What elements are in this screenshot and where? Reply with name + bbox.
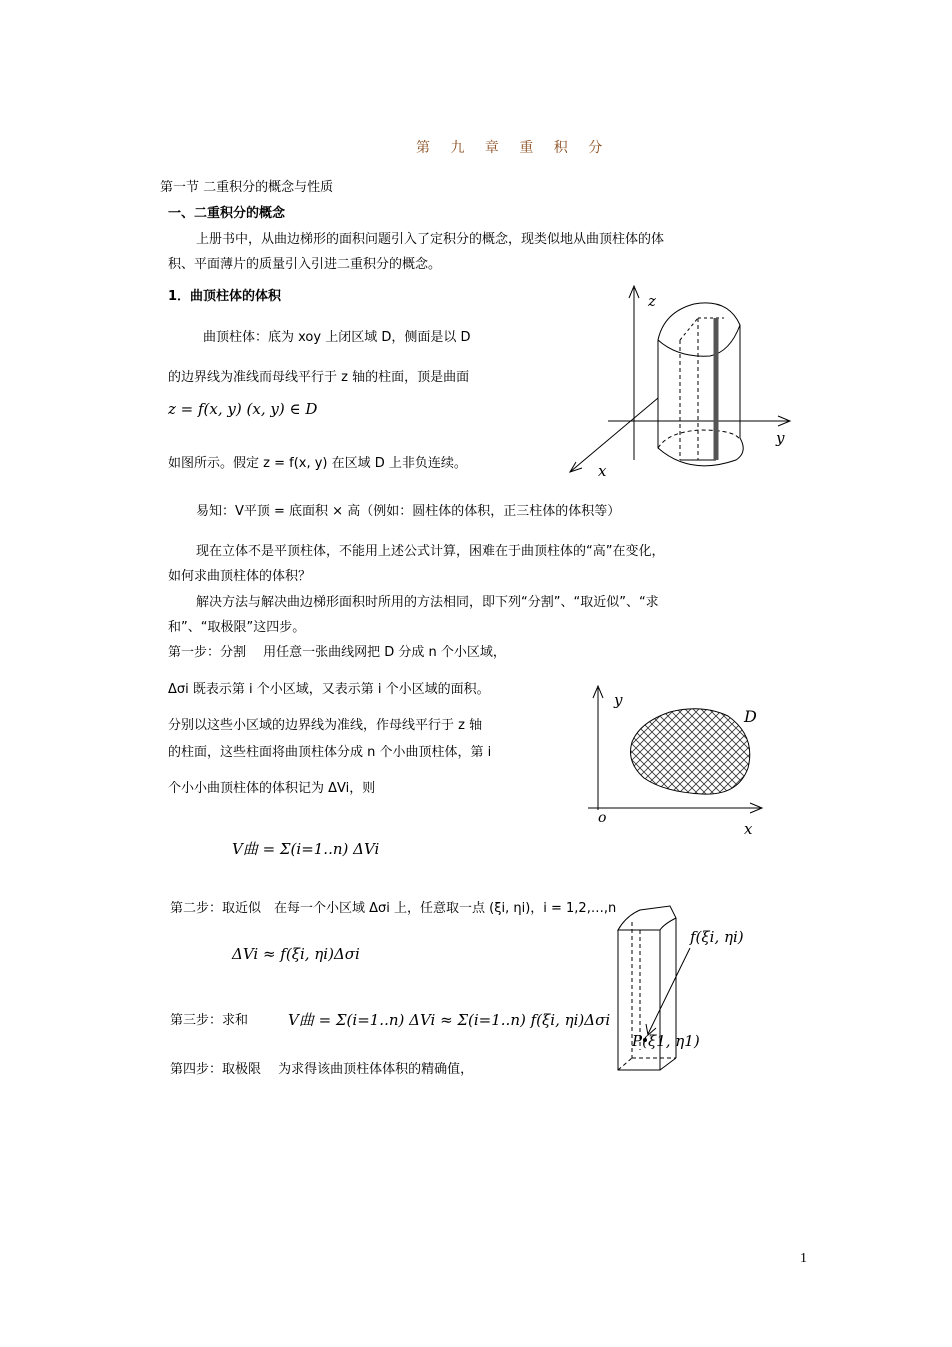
region-d-label: D — [744, 707, 757, 726]
method-line-1: 解决方法与解决曲边梯形面积时所用的方法相同，即下列“分割”、“取近似”、“求 — [196, 595, 659, 610]
page-number: 1 — [800, 1251, 807, 1266]
definition-line-1: 曲顶柱体：底为 xoy 上闭区域 D，侧面是以 D — [203, 330, 471, 345]
heading-concept: 一、二重积分的概念 — [168, 206, 286, 221]
step1-line-4: 的柱面，这些柱面将曲顶柱体分成 n 个小曲顶柱体，第 i — [168, 745, 492, 760]
f-label: f(ξi, ηi) — [690, 928, 744, 946]
step3-formula: V曲 = Σ(i=1..n) ΔVi ≈ Σ(i=1..n) f(ξi, ηi)Δσi — [288, 1011, 611, 1029]
method-line-2: 和”、“取极限”这四步。 — [168, 620, 306, 635]
step4-line: 第四步：取极限 为求得该曲顶柱体体积的精确值， — [170, 1062, 474, 1077]
region-y-label: y — [614, 691, 623, 709]
step1-line-1: 第一步：分割 用任意一张曲线网把 D 分成 n 个小区域， — [168, 645, 506, 660]
x-label: x — [598, 462, 607, 480]
step1-line-5: 个小小曲顶柱体的体积记为 ΔVi，则 — [168, 781, 376, 796]
step1-line-2: Δσi 既表示第 i 个小区域，又表示第 i 个小区域的面积。 — [168, 682, 490, 697]
problem-line-1: 现在立体不是平顶柱体，不能用上述公式计算，困难在于曲顶柱体的“高”在变化， — [196, 544, 665, 559]
problem-line-2: 如何求曲顶柱体的体积？ — [168, 569, 312, 584]
chapter-title: 第 九 章 重 积 分 — [416, 140, 611, 156]
easy-know-line: 易知：V平顶 = 底面积 × 高（例如：圆柱体的体积，正三柱体的体积等） — [196, 504, 621, 519]
intro-line-2: 积、平面薄片的质量引入引进二重积分的概念。 — [168, 257, 442, 272]
step1-formula: V曲 = Σ(i=1..n) ΔVi — [232, 840, 380, 858]
section-title: 第一节 二重积分的概念与性质 — [160, 180, 334, 195]
heading-volume: 1．曲顶柱体的体积 — [168, 289, 282, 304]
region-x-label: x — [744, 820, 753, 838]
definition-formula: z = f(x, y) (x, y) ∈ D — [168, 400, 318, 418]
step2-formula: ΔVi ≈ f(ξi, ηi)Δσi — [232, 945, 360, 963]
definition-line-2: 的边界线为准线而母线平行于 z 轴的柱面，顶是曲面 — [168, 370, 470, 385]
origin-label: o — [598, 810, 607, 826]
z-label: z — [648, 292, 656, 310]
intro-line-1: 上册书中，从曲边梯形的面积问题引入了定积分的概念，现类似地从曲顶柱体的体 — [196, 232, 665, 247]
p-label: P(ξ1, η1) — [632, 1032, 700, 1050]
step3-label: 第三步：求和 — [170, 1013, 249, 1028]
pointer-arrow — [648, 948, 690, 1034]
step2-line: 第二步：取近似 在每一个小区域 Δσi 上，任意取一点 (ξi, ηi)，i = 1,2,…,n — [170, 901, 617, 916]
y-label: y — [776, 429, 785, 447]
step1-line-3: 分别以这些小区域的边界线为准线，作母线平行于 z 轴 — [168, 718, 483, 733]
definition-line-3: 如图所示。假定 z = f(x, y) 在区域 D 上非负连续。 — [168, 456, 467, 471]
